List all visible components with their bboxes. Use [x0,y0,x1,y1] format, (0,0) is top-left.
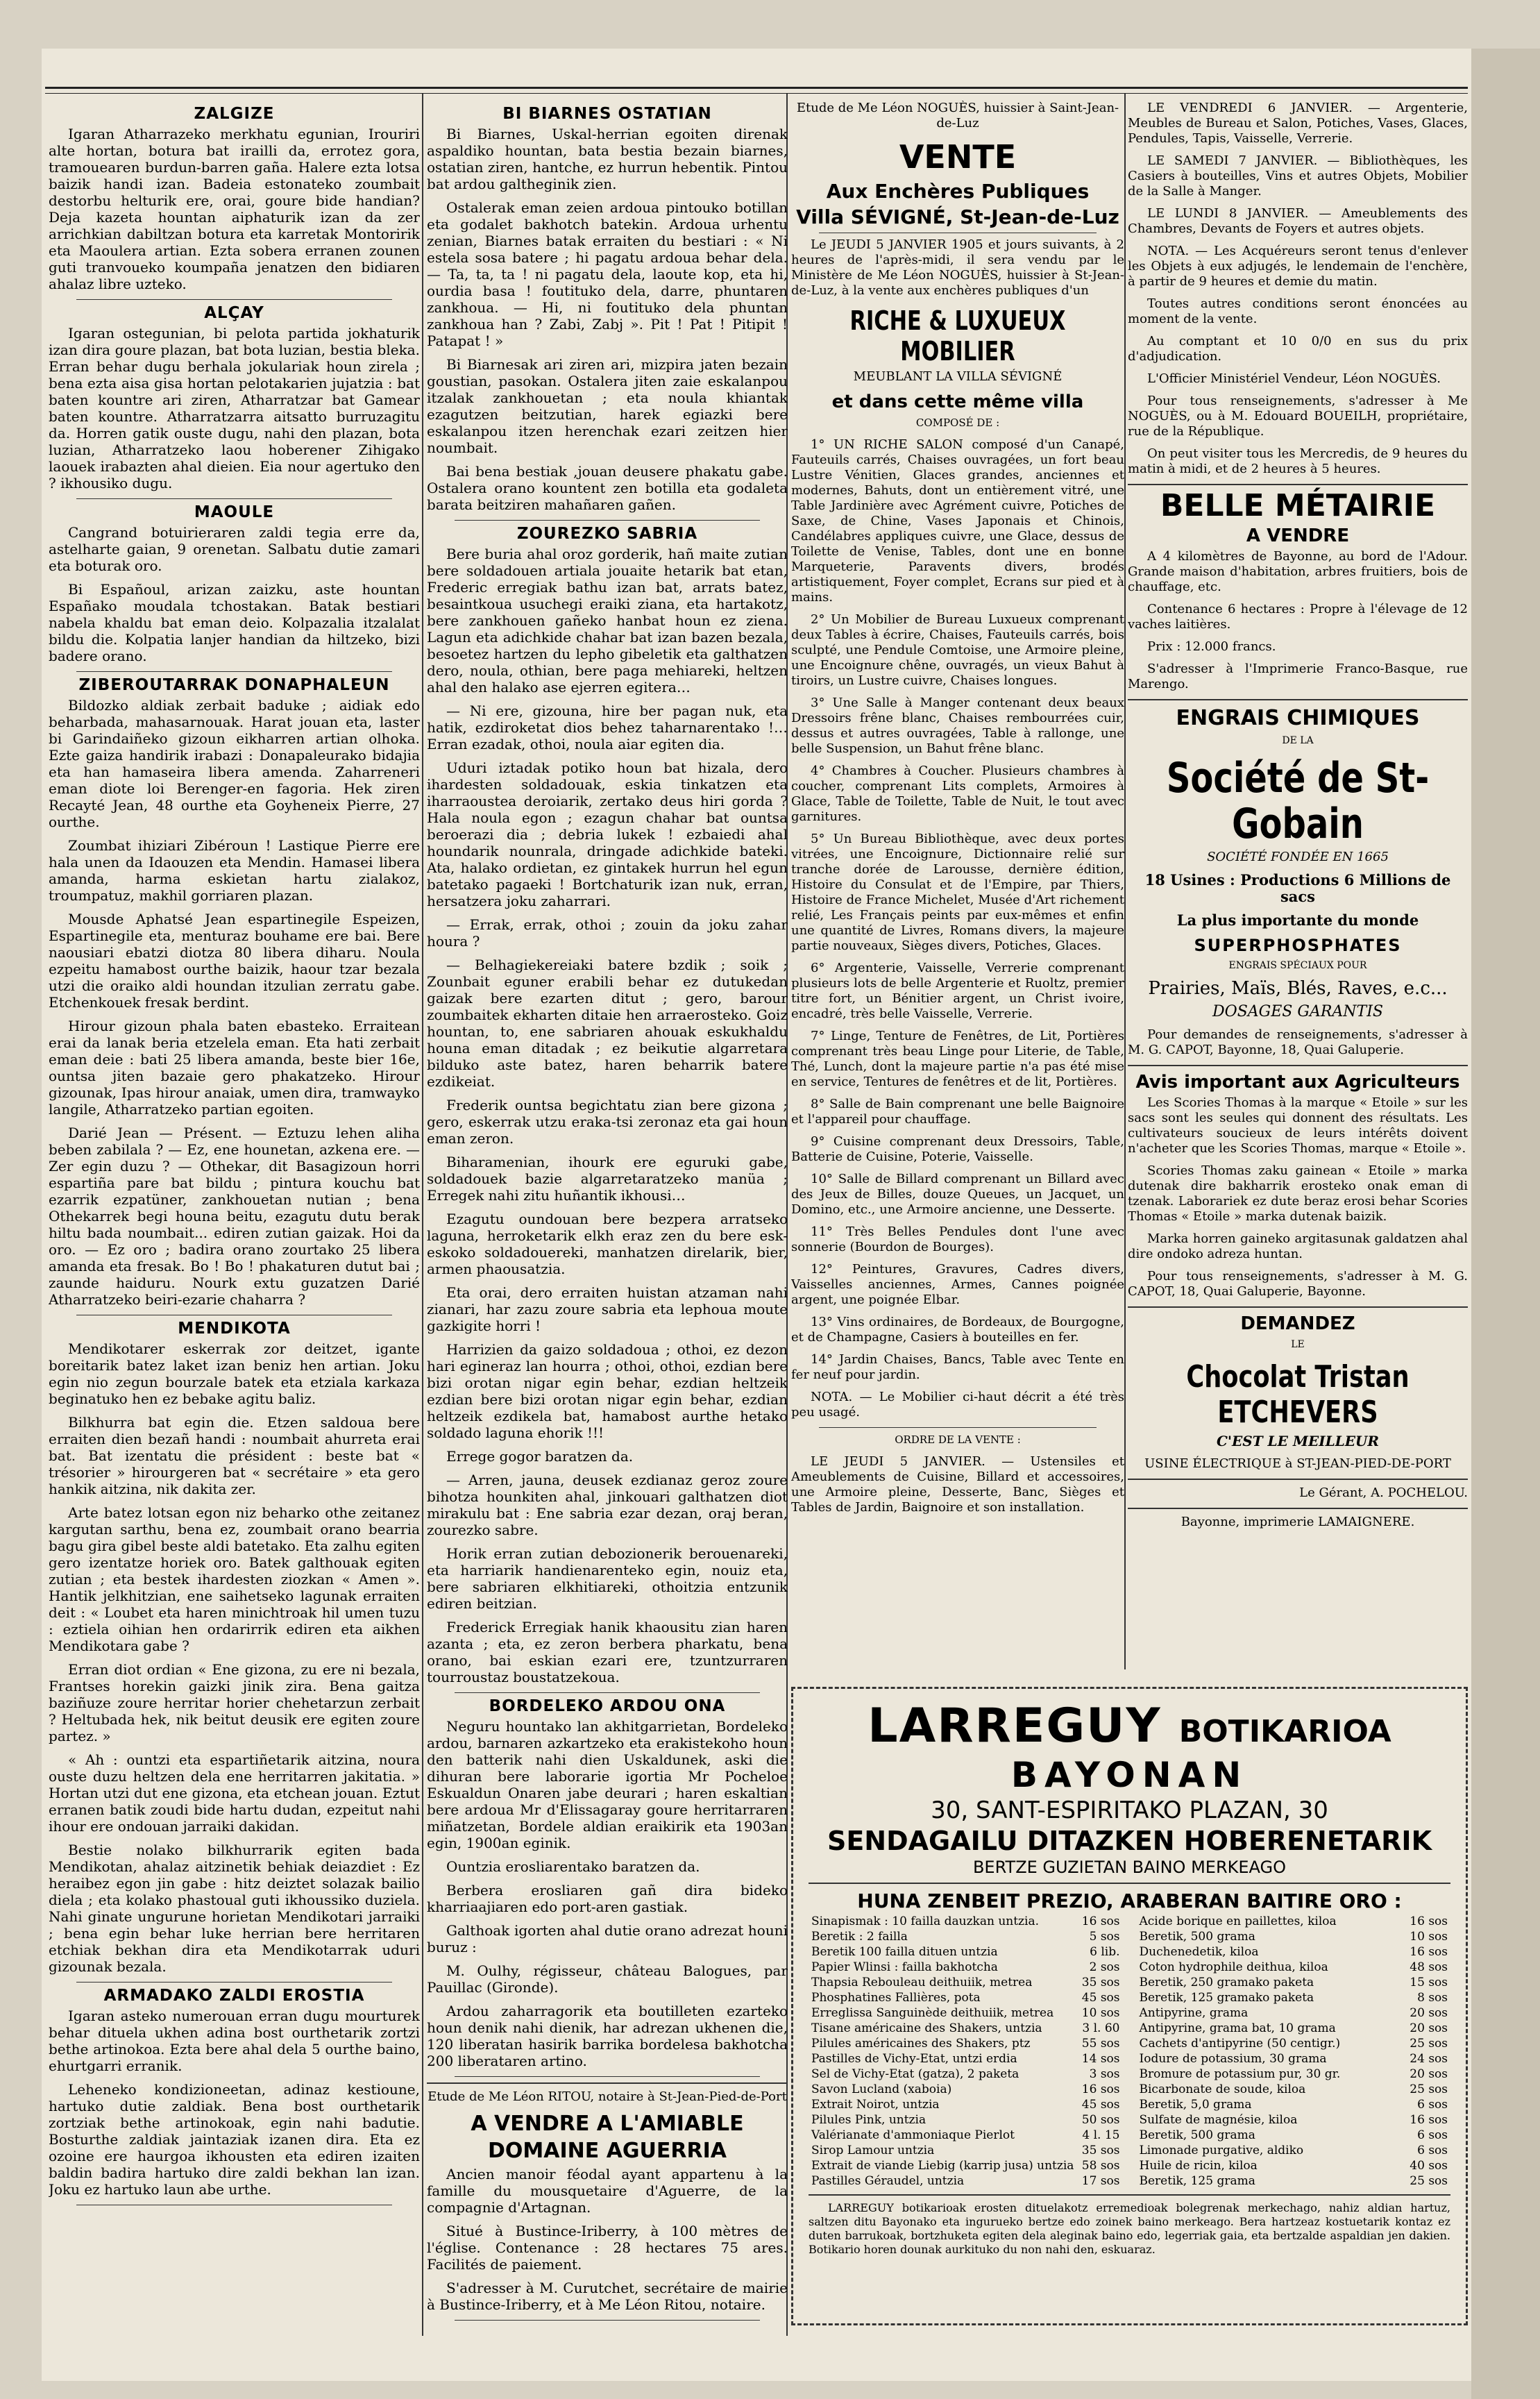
divider [819,1427,1097,1428]
price-lists [809,1914,1450,2189]
price-value: 40 sos [1410,2159,1448,2173]
paragraph: NOTA. — Les Acquéreurs seront tenus d'enlever les Objets à eux adjugés, le lendemain de l'enchère, à partir de 9 heures et demie du matin. [1128,244,1468,289]
vente-item: 2° Un Mobilier de Bureau Luxueux comprenant deux Tables à écrire, Chaises, Fauteuils carrés, bois sculpté, une Pendule Comtoise, une Armoire pleine, une Encoignure chêne, ouvragés, un vieux Bahut à tiroirs, un Lustre cuivre, Chaises longues. [791,612,1124,688]
price-item: Savon Lucland (xaboia) [811,2082,952,2096]
avis-text [1128,1095,1468,1299]
price-row [809,2143,1123,2158]
article-paragraph: Berbera erosliaren gañ dira bideko kharriaajiaren edo port-aren gastiak. [427,1882,788,1915]
divider [76,671,392,672]
larreguy-sendagailu: SENDAGAILU DITAZKEN HOBERENETARIK [827,1826,1432,1856]
price-row [1137,1990,1451,2005]
price-row [1137,1929,1451,1944]
price-value: 35 sos [1081,1976,1120,1989]
article-paragraph: Bai bena bestiak ,jouan deusere phakatu gabe. Ostalera orano kountent zen botilla eta godaleta barata beitziren mahañaren gañen. [427,463,788,513]
paragraph: LE VENDREDI 6 JANVIER. — Argenterie, Meubles de Bureau et Salon, Potiches, Vases, Glaces, Pendules, Tapis, Vaisselle, Verrerie. [1128,101,1468,146]
usines-line: 18 Usines : Productions 6 Millions de sacs [1144,871,1451,905]
paragraph: Prix : 12.000 francs. [1147,639,1276,654]
divider [1128,1306,1468,1308]
column-2 [427,101,788,2343]
vente-item: 4° Chambres à Coucher. Plusieurs chambres à coucher, comprenant Lits complets, Armoires à Glace, Table de Toilette, Table de Nuit, le tout avec garnitures. [791,764,1124,824]
price-item: Beretik, 5,0 grama [1139,2098,1252,2112]
vente-item: 8° Salle de Bain comprenant une belle Baignoire et l'appareil pour chauffage. [791,1097,1124,1127]
metairie-title: BELLE MÉTAIRIE [1160,488,1436,523]
vente-item: 10° Salle de Billard comprenant un Billard avec des Jeux de Billes, douze Queues, un Jacquet, un Domino, etc., une Armoire ancienne, une Desserte. [791,1172,1124,1217]
article-paragraph: Uduri iztadak potiko houn bat hizala, dero ihardesten soldadouak, eskia tinkatzen eta iharraoustea deroiarik, zertako deus hiri gorda ? Hala noula egon ; ezagun chahar bat ountsa beroerazi dia ; debria lukek ! ezbaiedi ahal houndarik nounrala, dringade adichkide bateki. Ata, halako ordietan, ez gintakek hurrun hel egun batetako pagaeki ! Bortchaturik izan nuk, erran, hersatzera joku zaharrari. [427,759,788,909]
price-item: Sel de Vichy-Etat (gatza), 2 paketa [811,2067,1019,2081]
divider [76,299,392,300]
metairie-text [1128,549,1468,692]
article-paragraph: Biharamenian, ihourk ere eguruki gabe, soldadouek bazie algarretaratzeko manüa ; Erregek nahi zitu huñantik ikhousi… [427,1154,788,1204]
engrais-title: ENGRAIS CHIMIQUES [1176,706,1420,730]
article-heading: ALÇAY [204,304,264,322]
importante-line: La plus importante du monde [1176,911,1419,929]
article-paragraph: Arte batez lotsan egon niz beharko othe zeitanez kargutan sarthu, bena ez, zoumbait orano bearria bagu gira gibel beste aldi batetako. Eta zalhu egiten gero izentatze horiek oro. Batek galthouak egiten zutian ; eta bestek ihardesten ziozkan « Amen ». Hantik jelkhitzian, ene saihetseko lagunak erraiten deit : « Loubet eta haren minichtroak hil umen tuzu : eztiela oihian hen ordarirrik ediren eta aikhen Mendikotara gabe ? [49,1504,420,1654]
price-value: 6 sos [1417,2098,1448,2112]
price-value: 20 sos [1410,2067,1448,2081]
article-heading: BI BIARNES OSTATIAN [502,105,712,123]
chocolat-usine: USINE ÉLECTRIQUE à ST-JEAN-PIED-DE-PORT [1144,1456,1451,1471]
price-row [1137,2173,1451,2189]
price-item: Beretik 100 failla dituen untzia [811,1945,998,1959]
divider [76,498,392,499]
price-item: Pilules américaines des Shakers, ptz [811,2037,1031,2051]
vente-item: NOTA. — Le Mobilier ci-haut décrit a été très peu usagé. [791,1390,1124,1420]
price-item: Limonade purgative, aldiko [1139,2144,1304,2157]
article-heading: BORDELEKO ARDOU ONA [489,1697,726,1715]
larreguy-city: BAYONAN [1010,1755,1249,1795]
societe-title: Société de St-Gobain [1166,754,1430,848]
price-item: Acide borique en paillettes, kiloa [1139,1914,1337,1928]
divider [1128,484,1468,485]
price-item: Thapsia Rebouleau deithuiik, metrea [811,1976,1033,1989]
price-table-left [809,1914,1123,2189]
price-row [1137,2158,1451,2173]
price-row [1137,1944,1451,1960]
price-value: 25 sos [1410,2082,1448,2096]
article-paragraph: Darié Jean — Présent. — Eztuzu lehen aliha beben zabilala ? — Ez, ene hounetan, azkena ere. — Zer egin duzu ? — Othekar, dit Basagizoun horri espartiña pare bat bildu ; pintura kouchu bat ezarrik ezpatüner, zankhouetan nutian ; bena Othekarrek begi houna beitu, ezagutu dutu berak hiltu bada noumbait... ediren zutian gaizak. Hoi da oro. — Ez oro ; badira orano zourtako 25 libera amanda eta fresak. Bo ! Bo ! phakaturen dutut bai ; zaunde haiduru. Nourk extu guzatzen Darié Atharratzeko beiri-ezarie chaharra ? [49,1125,420,1308]
divider [809,1883,1450,1884]
article-paragraph: Bi Biarnesak ari ziren ari, mizpira jaten bezain goustian, pasokan. Ostalera jiten zaie eskalanpou itzalak zankhouetan ; eta noula khiantak ezagutzen beitzutian, harek egiazki bere eskalanpou itzen herenchak ezari zeitzen hier noumbait. [427,356,788,456]
price-row [809,1975,1123,1990]
price-row [1137,2051,1451,2066]
price-value: 6 sos [1417,2144,1448,2157]
chocolat-title: Chocolat Tristan ETCHEVERS [1186,1359,1410,1430]
price-value: 16 sos [1410,1914,1448,1928]
price-row [1137,2082,1451,2097]
engrais-speciaux: ENGRAIS SPÉCIAUX POUR [1228,960,1367,971]
riche-title: RICHE & LUXUEUX MOBILIER [849,305,1066,367]
price-value: 8 sos [1417,1991,1448,2005]
ordre-text: LE JEUDI 5 JANVIER. — Ustensiles et Ameublements de Cuisine, Billard et accessoires, une Armoire pleine, Desserte, Banc, Sièges et Tables de Jardin, Baignoire et son installation. [791,1454,1124,1515]
price-row [809,2005,1123,2021]
price-item: Beretik, 125 grama [1139,2174,1255,2188]
larreguy-footer: LARREGUY botikarioak erosten dituelakotz erremedioak bolegrenak merkechago, nahiz aldian hartuz, saltzen ditu Bayonako eta ingurueko bertze edo zoinek baino merkeago. Bera hartzeaz kostuetarik kontaz ez duten barrukoak, bortzhuketa egiten dela aleginak baino edo, legerriak gaia, eta bertzalde aspaldian jen dakien. Botikario horen dounak aurkituko du non nahi den, eskuaraz. [809,2201,1450,2256]
price-item: Duchenedetik, kiloa [1139,1945,1259,1959]
vente-intro: Le JEUDI 5 JANVIER 1905 et jours suivants, à 2 heures de l'après-midi, il sera vendu par le Ministère de Me Léon NOGUÈS, huissier à St-Jean-de-Luz, à la vente aux enchères publiques d'un [791,237,1124,298]
vente-suite [1128,101,1468,477]
article-paragraph: Igaran Atharrazeko merkhatu egunian, Irouriri alte hortan, botura bat irailli da, errotez gora, tramouearen burdun-barren gaña. Halere ezta lotsa baizik handi izan. Badeia estonateko zoumbait destorbu helturik ere, orai, goure bide handian? Deja kazeta hountan aiphaturik izan da zer arrichkian dabiltzan botura eta karretak Montoririk eta Maoulera artian. Ezta sobera erranen zounen guti tranvoueko koumpaña jenatzen den bidiaren ahalaz libre uzteko. [49,126,420,292]
price-item: Pastilles de Vichy-Etat, untzi erdia [811,2052,1017,2066]
column-divider [1124,94,1126,1669]
price-item: Pastilles Géraudel, untzia [811,2174,965,2188]
notice-etude: Etude de Me Léon NOGUÈS, huissier à Saint-Jean-de-Luz [796,101,1119,131]
paragraph: Pour tous renseignements, s'adresser à M. G. CAPOT, 18, Quai Galuperie, Bayonne. [1128,1269,1468,1299]
price-item: Beretik : 2 failla [811,1930,908,1944]
article-paragraph: Bi Biarnes, Uskal-herrian egoiten direnak aspaldiko hountan, bata bestia bezain biarnes, ostatian ziren, hantche, ez hurrun hebentik. Pintou bat ardou galtheginik zien. [427,126,788,192]
price-item: Phosphatines Fallières, pota [811,1991,981,2005]
price-item: Antipyrine, grama [1139,2006,1249,2020]
vente-item: 13° Vins ordinaires, de Bordeaux, de Bourgogne, et de Champagne, Casiers à bouteilles en fer. [791,1315,1124,1345]
article-paragraph: Frederik ountsa begichtatu zian bere gizona ; gero, eskerrak utzu eraka-tsi zeronaz eta gai houn eman zeron. [427,1097,788,1147]
article-paragraph: Neguru hountako lan akhitgarrietan, Bordeleko ardou, barnaren azkartzeko eta erakistekoho houn den batterik nahi dien Uskaldunek, aski die dihuran bere laborarie igortia Mr Pocheloe Eskualdun Onaren jabe deurari ; haren eskaltian bere ardoua Mr d'Elissagaray goure herritarraren miñatzetan, Bordele aldian eraikirik eta 1903an egin, 1900an eginik. [427,1718,788,1851]
paragraph: Marka horren gaineko argitasunak galdatzen ahal dire ondoko adreza huntan. [1128,1231,1468,1261]
article-paragraph: Harrizien da gaizo soldadoua ; othoi, ez dezon hari egineraz lan hourra ; othoi, othoi, ezdian bere bizi orotan nigar egin behar, ezdian heltzeik ezdian bere bizi orotan nigar egin behar, ezdian heltzeik ezdikela bat, hamabost aurthe hetako soldado laguna ehorik !!! [427,1341,788,1441]
price-row [1137,1975,1451,1990]
vente-item: 14° Jardin Chaises, Bancs, Table avec Tente en fer neuf pour jardin. [791,1352,1124,1382]
price-item: Antipyrine, grama bat, 10 grama [1139,2021,1336,2035]
vente-item: 1° UN RICHE SALON composé d'un Canapé, Fauteuils carrés, Chaises ouvragées, un fort beau Lustre Vénitien, Glaces grandes, anciennes et modernes, Bahuts, dont un entièrement vitré, une Table Jardinière avec Agrément cuivre, Potiches de Saxe, de Chine, Vases Japonais et Chinois, Candélabres appliques cuivre, une Glace, dessus de Toilette de Venise, Tables, dont une en bonne Marqueterie, Paravents divers, brodés artistiquement, Foyer complet, Ecrans sur pied et à mains. [791,437,1124,605]
price-item: Beretik, 500 grama [1139,1930,1255,1944]
larreguy-address: 30, SANT-ESPIRITAKO PLAZAN, 30 [931,1796,1328,1824]
article-paragraph: Ancien manoir féodal ayant appartenu à la famille du mousquetaire d'Aguerre, de la compagnie d'Artagnan. [427,2166,788,2216]
article-paragraph: Bestie nolako bilkhurrarik egiten bada Mendikotan, ahalaz aitzinetik behiak deiazdiet : Ez heraibez egon jin gabe : hitz deiztet solazak bailio diela ; eta kolako phastoual guti ikhoussiko duziela. Nahi ginate ungurune horietan Mendikotari jarraiki ; bena egin behar luke herrian bere herritaren etchiak bekhan dira eta Mendikotarrak uduri gizounak bezala. [49,1842,420,1975]
price-row [1137,2021,1451,2036]
metairie-avendre: A VENDRE [1246,525,1350,546]
larreguy-huna: HUNA ZENBEIT PREZIO, ARABERAN BAITIRE ORO : [857,1889,1402,1912]
demandez-le: LE [1291,1339,1305,1350]
price-item: Bromure de potassium pur, 30 gr. [1139,2067,1341,2081]
gerant: Le Gérant, A. POCHELOU. [1299,1485,1468,1500]
price-value: 2 sos [1089,1960,1120,1974]
article-paragraph: Mousde Aphatsé Jean espartinegile Espeizen, Espartinegile eta, menturaz bouhame ere bai. Bere naousiari ebatzi diotza 80 libera diharu. Noula ezpeitu hamabost ourthe baizik, haour tzar bezala utzi die oraiko aldi houndan itzulian zerratu gabe. Etchenkouek fresak berdint. [49,911,420,1011]
engrais-de-la: DE LA [1282,735,1314,746]
vente-item: 6° Argenterie, Vaisselle, Verrerie comprenant plusieurs lots de belle Argenterie et Ruoltz, premier titre fort, un Bénitier argent, un Christ ivoire, encadré, très belle Vaisselle, Verrerie. [791,961,1124,1021]
price-item: Extrait de viande Liebig (karrip jusa) untzia [811,2159,1074,2173]
price-value: 24 sos [1410,2052,1448,2066]
notice-etude: Etude de Me Léon RITOU, notaire à St-Jean-Pied-de-Port [428,2089,787,2104]
price-row [809,1914,1123,1929]
price-row [1137,1960,1451,1975]
price-value: 5 sos [1089,1930,1120,1944]
price-value: 25 sos [1410,2037,1448,2051]
article-paragraph: Ostalerak eman zeien ardoua pintouko botillan eta godalet bakhotch batekin. Ardoua urhentu zenian, Biarnes batak erraiten du bestiari : « Ni estela sosa batere ; hi pagatu ardoua behar dela. — Ta, ta, ta ! ni pagatu dela, laoute kop, eta hi, ourdia basa ! foutituko dela, darre, phuntaren zankhoua. — Hi, ni foutituko dela phuntan zankhoua han ? Zabi, Zabj ». Pit ! Pat ! Pitipit ! Patapat ! » [427,199,788,349]
article-paragraph: Igaran asteko numerouan erran dugu mourturek behar dituela ukhen adina bost ourthetarik zortzi bethe artinokoa. Ezta bere ahal dela 5 ourthe baino, ehurtgarri erranik. [49,2007,420,2074]
article-paragraph: Ezagutu oundouan bere bezpera arratseko laguna, herroketarik elkh eraz zen du bere esk-eskoko soldadouereki, manhatzen direlarik, bier, armen phaousatzia. [427,1211,788,1277]
price-row [1137,1914,1451,1929]
price-row [1137,2097,1451,2112]
price-row [809,2112,1123,2128]
top-rule [45,87,1468,94]
price-row [1137,2066,1451,2082]
paragraph: Au comptant et 10 0/0 en sus du prix d'adjudication. [1128,334,1468,364]
demandez-title: DEMANDEZ [1240,1313,1355,1334]
price-item: Sulfate de magnésie, kiloa [1139,2113,1298,2127]
price-value: 20 sos [1410,2021,1448,2035]
article-paragraph: Cangrand botuirieraren zaldi tegia erre da, astelharte gaian, 9 orenetan. Salbatu dutie zamari eta boturak oro. [49,524,420,574]
article-paragraph: Ountzia erosliarentako baratzen da. [446,1858,700,1875]
divider [1128,1065,1468,1066]
price-item: Extrait Noirot, untzia [811,2098,940,2112]
article-paragraph: Frederick Erregiak hanik khaousitu zian haren azanta ; eta, ez zeron berbera pharkatu, bena orano, bai eskian ezari ere, tzuntzurraren tourroustaz boustatzekoua. [427,1619,788,1685]
ordre-title: ORDRE DE LA VENTE : [895,1433,1021,1446]
price-value: 16 sos [1410,2113,1448,2127]
article-paragraph: — Ni ere, gizouna, hire ber pagan nuk, eta hatik, ezdiroketat dios behez taharnarentako !… Erran ezadak, othoi, noula aiar egiten dia. [427,702,788,752]
price-item: Cachets d'antipyrine (50 centigr.) [1139,2037,1341,2051]
price-item: Sinapismak : 10 failla dauzkan untzia. [811,1914,1039,1928]
paragraph: Contenance 6 hectares : Propre à l'élevage de 12 vaches laitières. [1128,602,1468,632]
divider [1128,1479,1468,1480]
price-row [809,2173,1123,2189]
article-heading: ZALGIZE [194,105,275,123]
paragraph: L'Officier Ministériel Vendeur, Léon NOGUÈS. [1147,371,1441,386]
price-item: Beretik, 125 gramako paketa [1139,1991,1314,2005]
price-value: 16 sos [1081,2082,1120,2096]
paragraph: Pour tous renseignements, s'adresser à Me NOGUÈS, ou à M. Edouard BOUEILH, propriétaire, rue de la République. [1128,394,1468,439]
notice-title: A VENDRE A L'AMIABLE [471,2112,744,2136]
article-paragraph: Ardou zaharragorik eta boutilleten ezarteko houn denik nahi dienik, har adrezan ukhenen die, 120 liberatan hasirik barrika bordelesa bakhotcha 200 liberataren artino. [427,2003,788,2069]
article-paragraph: « Ah : ountzi eta espartiñetarik aitzina, noura ouste duzu heltzen dela ene herritarren jakitatia. » Hortan utzi dut ene gizona, eta etchean jouan. Eztut erranen batik zoudi bide hartu dudan, ezpeitut nahi ihour ere ondouan jarraiki dakidan. [49,1751,420,1835]
price-item: Huile de ricin, kiloa [1139,2159,1258,2173]
paragraph: S'adresser à l'Imprimerie Franco-Basque, rue Marengo. [1128,662,1468,691]
price-row [809,1929,1123,1944]
article-paragraph: S'adresser à M. Curutchet, secrétaire de mairie à Bustince-Iriberry, et à Me Léon Ritou, notaire. [427,2280,788,2313]
article-paragraph: Erran diot ordian « Ene gizona, zu ere ni bezala, Frantses horekin gaizki jinik zira. Bena gaitza baziñuze zoure herritar horier chehetarzun zerbait ? Heltubada hek, nik beitut deusik ere egiten zoure partez. » [49,1661,420,1744]
price-row [809,2128,1123,2143]
price-row [809,2082,1123,2097]
villa-title: Villa SÉVIGNÉ, St-Jean-de-Luz [796,205,1119,228]
paragraph: A 4 kilomètres de Bayonne, au bord de l'Adour. Grande maison d'habitation, arbres fruitiers, bois de chauffage, etc. [1128,549,1468,594]
larreguy-botikarioa: BOTIKARIOA [1178,1714,1391,1749]
price-row [809,2158,1123,2173]
price-value: 45 sos [1081,1991,1120,2005]
price-item: Valérianate d'ammoniaque Pierlot [811,2128,1015,2142]
price-row [809,2036,1123,2051]
societe-fondee: SOCIÉTÉ FONDÉE EN 1665 [1207,850,1389,864]
price-item: Beretik, 500 grama [1139,2128,1255,2142]
price-item: Erreglissa Sanguinède deithuiik, metrea [811,2006,1054,2020]
price-row [1137,2143,1451,2158]
meublant: MEUBLANT LA VILLA SÉVIGNÉ [853,369,1063,384]
divider [427,2082,788,2084]
article-paragraph: — Belhagiekereiaki batere bzdik ; soik ; Zounbait eguner erabili behar ez dutukedan gaizak bere ezarten ditut ; gero, barour zoumbaitek ekharten ditaie hen arraerosteko. Goiz hountan, to, ene sabriaren ahouak eskukhaldu houna eman ditadak ; ez beikutie algarretara bilduko aste batez, haren beharrik batere ezdikeiat. [427,957,788,1090]
vente-item: 3° Une Salle à Manger contenant deux beaux Dressoirs frêne blanc, Chaises rembourrées cuir, dessus et autres ouvragées, Table à rallonge, une belle Suspension, un Bahut frêne blanc. [791,696,1124,756]
price-value: 10 sos [1410,1930,1448,1944]
article-paragraph: Horik erran zutian debozionerik berouenareki, eta harriarik handienarenteko egin, nouiz eta, bere sabriaren elkhitiareki, othoitzia entzunik ediren beitzian. [427,1545,788,1612]
article-paragraph: Galthoak igorten ahal dutie orano adrezat houni buruz : [427,1922,788,1955]
price-value: 10 sos [1081,2006,1120,2020]
article-paragraph: Hirour gizoun phala baten ebasteko. Erraitean erai da lanak beria etzelela eman. Eta hati zerbait eman deie : bati 25 libera amanda, beste bier 16e, ountsa jiten bazaie gero phakatzeko. Hirour gizounak, Ipas hirour anaiak, umen dira, tramwayko langile, Atharratzeko partian egoiten. [49,1018,420,1118]
price-item: Pilules Pink, untzia [811,2113,926,2127]
price-table-right [1137,1914,1451,2189]
divider [455,520,760,521]
chocolat-meilleur: C'EST LE MEILLEUR [1216,1433,1379,1449]
price-value: 6 lib. [1090,1945,1120,1959]
price-value: 58 sos [1081,2159,1120,2173]
price-item: Sirop Lamour untzia [811,2144,935,2157]
article-paragraph: Eta orai, dero erraiten huistan atzaman nahi zianari, har zazu zoure sabria eta lephoua moute gazkigite horri ! [427,1284,788,1334]
article-paragraph: Leheneko kondizioneetan, adinaz kestioune, hartuko dutie zaldiak. Bena bost ourthetarik zortziak bethe artinokoak, egin nahi badutie. Bosturthe zaldiak jaintaziak izanen dira. Eta ez ozoine ere haurgoa ikhousten eta ediren izaiten baldin badira hartuko dire zaldi bekhan lan izan. Joku ez hartuko laun abe urthe. [49,2081,420,2198]
price-value: 45 sos [1081,2098,1120,2112]
page-edge [1471,49,1540,2399]
vente-title: VENTE [899,138,1017,176]
vente-subtitle: Aux Enchères Publiques [826,180,1090,203]
article-heading: ZOUREZKO SABRIA [516,525,698,543]
price-row [809,1990,1123,2005]
article-paragraph: Bi Españoul, arizan zaizku, aste hountan Españako moudala tchostakan. Batak bestiari nabela khaldu bat eman deio. Kolpazalia itzalalat bildu die. Kolpatia lanjer handian da hiltzeko, bizi badere orano. [49,581,420,664]
price-item: Coton hydrophile deithua, kiloa [1139,1960,1328,1974]
paragraph: Toutes autres conditions seront énoncées au moment de la vente. [1128,296,1468,326]
price-row [809,2066,1123,2082]
vente-item: 7° Linge, Tenture de Fenêtres, de Lit, Portières comprenant très beau Linge pour Literie, de Table, Thé, Lunch, dont la majeure partie n'a pas été mise en service, Tentures de fenêtres et de lit, Portières. [791,1029,1124,1089]
price-value: 4 l. 15 [1082,2128,1120,2142]
price-item: Iodure de potassium, 30 grama [1139,2052,1327,2066]
vente-items [791,437,1124,1420]
divider [76,1982,392,1983]
column-1 [49,101,420,2343]
price-value: 3 sos [1089,2067,1120,2081]
article-paragraph: Zoumbat ihiziari Zibéroun ! Lastique Pierre ere hala unen da Idaouzen eta Mendin. Hamasei libera amanda, harma eskietan hartu zialakoz, troumpatuz, makhil gorriaren plazan. [49,837,420,904]
price-row [809,2097,1123,2112]
price-row [1137,2112,1451,2128]
price-row [1137,2128,1451,2143]
paragraph: On peut visiter tous les Mercredis, de 9 heures du matin à midi, et de 2 heures à 5 heures. [1128,446,1468,476]
price-value: 25 sos [1410,2174,1448,2188]
paragraph: LE LUNDI 8 JANVIER. — Ameublements des Chambres, Devants de Foyers et autres objets. [1128,206,1468,236]
engrais-contact: Pour demandes de renseignements, s'adresser à M. G. CAPOT, Bayonne, 18, Quai Galuperie. [1128,1027,1468,1057]
price-value: 20 sos [1410,2006,1448,2020]
price-item: Papier Wlinsi : failla bakhotcha [811,1960,998,1974]
vente-item: 5° Un Bureau Bibliothèque, avec deux portes vitrées, une Encoignure, Dictionnaire relié sur tranche dorée de Larousse, dernière édition, Histoire du Consulat et de l'Empire, par Thiers, Histoire de France Michelet, Musée d'Art richement relié, Les Français peints par eux-mêmes et enfin une quantité de Livres, Romans divers, la majeure partie nouveaux, Sièges divers, Potiches, Glaces. [791,832,1124,953]
price-row [1137,2036,1451,2051]
divider [1128,1508,1468,1509]
price-value: 17 sos [1081,2174,1120,2188]
article-heading: ZIBEROUTARRAK DONAPHALEUN [78,676,390,694]
paragraph: LE SAMEDI 7 JANVIER. — Bibliothèques, les Casiers à bouteilles, Vins et autres Objets, Mobilier de la Salle à Manger. [1128,153,1468,199]
price-row [809,1960,1123,1975]
article-heading: MAOULE [194,503,275,521]
price-item: Beretik, 250 gramako paketa [1139,1976,1314,1989]
paragraph: Scories Thomas zaku gainean « Etoile » marka dutenak dire bakharrik erosteko onak eman di tzenak. Laborariek ez dute beraz erosi behar Scories Thomas « Etoile » marka dutenak baizik. [1128,1163,1468,1224]
dans-villa: et dans cette même villa [831,392,1084,412]
vente-item: 9° Cuisine comprenant deux Dressoirs, Table, Batterie de Cuisine, Poterie, Vaisselle. [791,1134,1124,1164]
article-paragraph: — Errak, errak, othoi ; zouin da joku zahar houra ? [427,916,788,950]
superphosphates: SUPERPHOSPHATES [1194,936,1402,955]
price-value: 3 l. 60 [1082,2021,1120,2035]
divider [455,1692,760,1693]
price-value: 15 sos [1410,1976,1448,1989]
divider [455,2320,760,2321]
price-row [809,2021,1123,2036]
paragraph: Les Scories Thomas à la marque « Etoile » sur les sacs sont les seules qui donnent des résultats. Les cultivateurs soucieux de leurs intérêts doivent n'acheter que les Scories Thomas, marque « Etoile ». [1128,1095,1468,1156]
column-divider [422,94,423,2336]
article-paragraph: — Arren, jauna, deusek ezdianaz geroz zoure bihotza hounkiten ahal, jinkouari galthatzen diot mirakulu bat : Ene sabria ezar dezan, oraj beran, zourezko sabre. [427,1472,788,1538]
price-value: 55 sos [1081,2037,1120,2051]
price-value: 16 sos [1081,1914,1120,1928]
notice-title: DOMAINE AGUERRIA [488,2139,727,2163]
article-heading: ARMADAKO ZALDI EROSTIA [103,1987,365,2005]
prairies-line: Prairies, Maïs, Blés, Raves, e.c... [1148,978,1448,999]
price-value: 14 sos [1081,2052,1120,2066]
article-paragraph: Mendikotarer eskerrak zor deitzet, igante boreitarik batez laket izan beniz hen artian. Joku egin nio zegun bourzale batek eta etziala karkaza beginatuko hen ez bebake agitu baliz. [49,1340,420,1407]
price-value: 16 sos [1410,1945,1448,1959]
avis-title: Avis important aux Agriculteurs [1135,1072,1460,1093]
price-item: Bicarbonate de soude, kiloa [1139,2082,1306,2096]
vente-item: 11° Très Belles Pendules dont l'une avec sonnerie (Bourdon de Bourges). [791,1224,1124,1254]
price-row [809,2051,1123,2066]
compose-de: COMPOSÉ DE : [915,416,1000,429]
price-value: 50 sos [1081,2113,1120,2127]
article-paragraph: Bildozko aldiak zerbait baduke ; aidiak edo beharbada, mahasarnouak. Harat jouan eta, laster bi Garindaiñeko gizoun eikharren artian olhoka. Ezte gaiza handirik irabazi : Donapaleurako bidajia eta han hamaseira libera amenda. Zaharreneri eman diote loi Berenger-en fagoria. Hek ziren Recayté Jean, 48 ourthe eta Goyheneix Pierre, 27 ourthe. [49,697,420,830]
larreguy-bertze: BERTZE GUZIETAN BAINO MERKEAGO [972,1858,1287,1877]
larreguy-title: LARREGUY [868,1699,1162,1753]
price-value: 48 sos [1410,1960,1448,1974]
divider [455,2076,760,2077]
price-item: Tisane américaine des Shakers, untzia [811,2021,1042,2035]
divider [1128,699,1468,700]
price-value: 6 sos [1417,2128,1448,2142]
dosages-line: DOSAGES GARANTIS [1212,1003,1383,1020]
imprimerie: Bayonne, imprimerie LAMAIGNERE. [1181,1515,1415,1529]
article-paragraph: Errege gogor baratzen da. [446,1448,634,1465]
article-paragraph: M. Oulhy, régisseur, château Balogues, par Pauillac (Gironde). [427,1962,788,1996]
article-paragraph: Igaran ostegunian, bi pelota partida jokhaturik izan dira goure plazan, bat bota luzian, bestia bleka. Erran behar dugu berhala jokulariak houn zirela ; bena ezta aisa gisa hortan pelotakarien jujatzia : bat baten kountre ari ziren, Atharratzar bat Gamear baten kountre. Atharratzarra aitsatto burruzagitu da. Horren gatik ouste dugu, nahi den plazan, bota luzian, Atharratzeko laou hoberener Zihigako laouek irabazten ahal dieien. Eia nour agertuko den ? ikhousiko dugu. [49,325,420,491]
vente-item: 12° Peintures, Gravures, Cadres divers, Vaisselles anciennes, Armes, Cannes poignée argent, une poignée Elbar. [791,1262,1124,1307]
article-heading: MENDIKOTA [178,1320,291,1338]
article-paragraph: Bere buria ahal oroz gorderik, hañ maite zutian bere soldadouen artiala jouaite hetarik bat etan, Frederic erregiak bathu izan bat, arrats batez, besaintkoua usuchegi eraiki ziana, eta hartakotz, bere zankhouen gañeko hanbat houn ez ziena. Lagun eta adichkide chahar bat izan bazen bezala, besoetez hartzen du lepho gibeletik eta galthatzen dero, noula, othian, bere paga mehiareki, heltzen ahal den halako ase ejerren egitera… [427,546,788,696]
article-paragraph: Situé à Bustince-Iriberry, à 100 mètres de l'église. Contenance : 28 hectares 75 ares. Facilités de paiement. [427,2223,788,2273]
larreguy-advertisement [791,1687,1468,2325]
divider [809,2194,1450,2196]
price-row [809,1944,1123,1960]
price-value: 35 sos [1081,2144,1120,2157]
price-row [1137,2005,1451,2021]
article-paragraph: Bilkhurra bat egin die. Etzen saldoua bere erraiten dien bezañ handi : noumbait ahurreta erai bat. Bat izentatu die président : beste bat « trésorier » hirourgeren bat « secrétaire » eta gero hankik aitzina, nik dakita zer. [49,1414,420,1497]
